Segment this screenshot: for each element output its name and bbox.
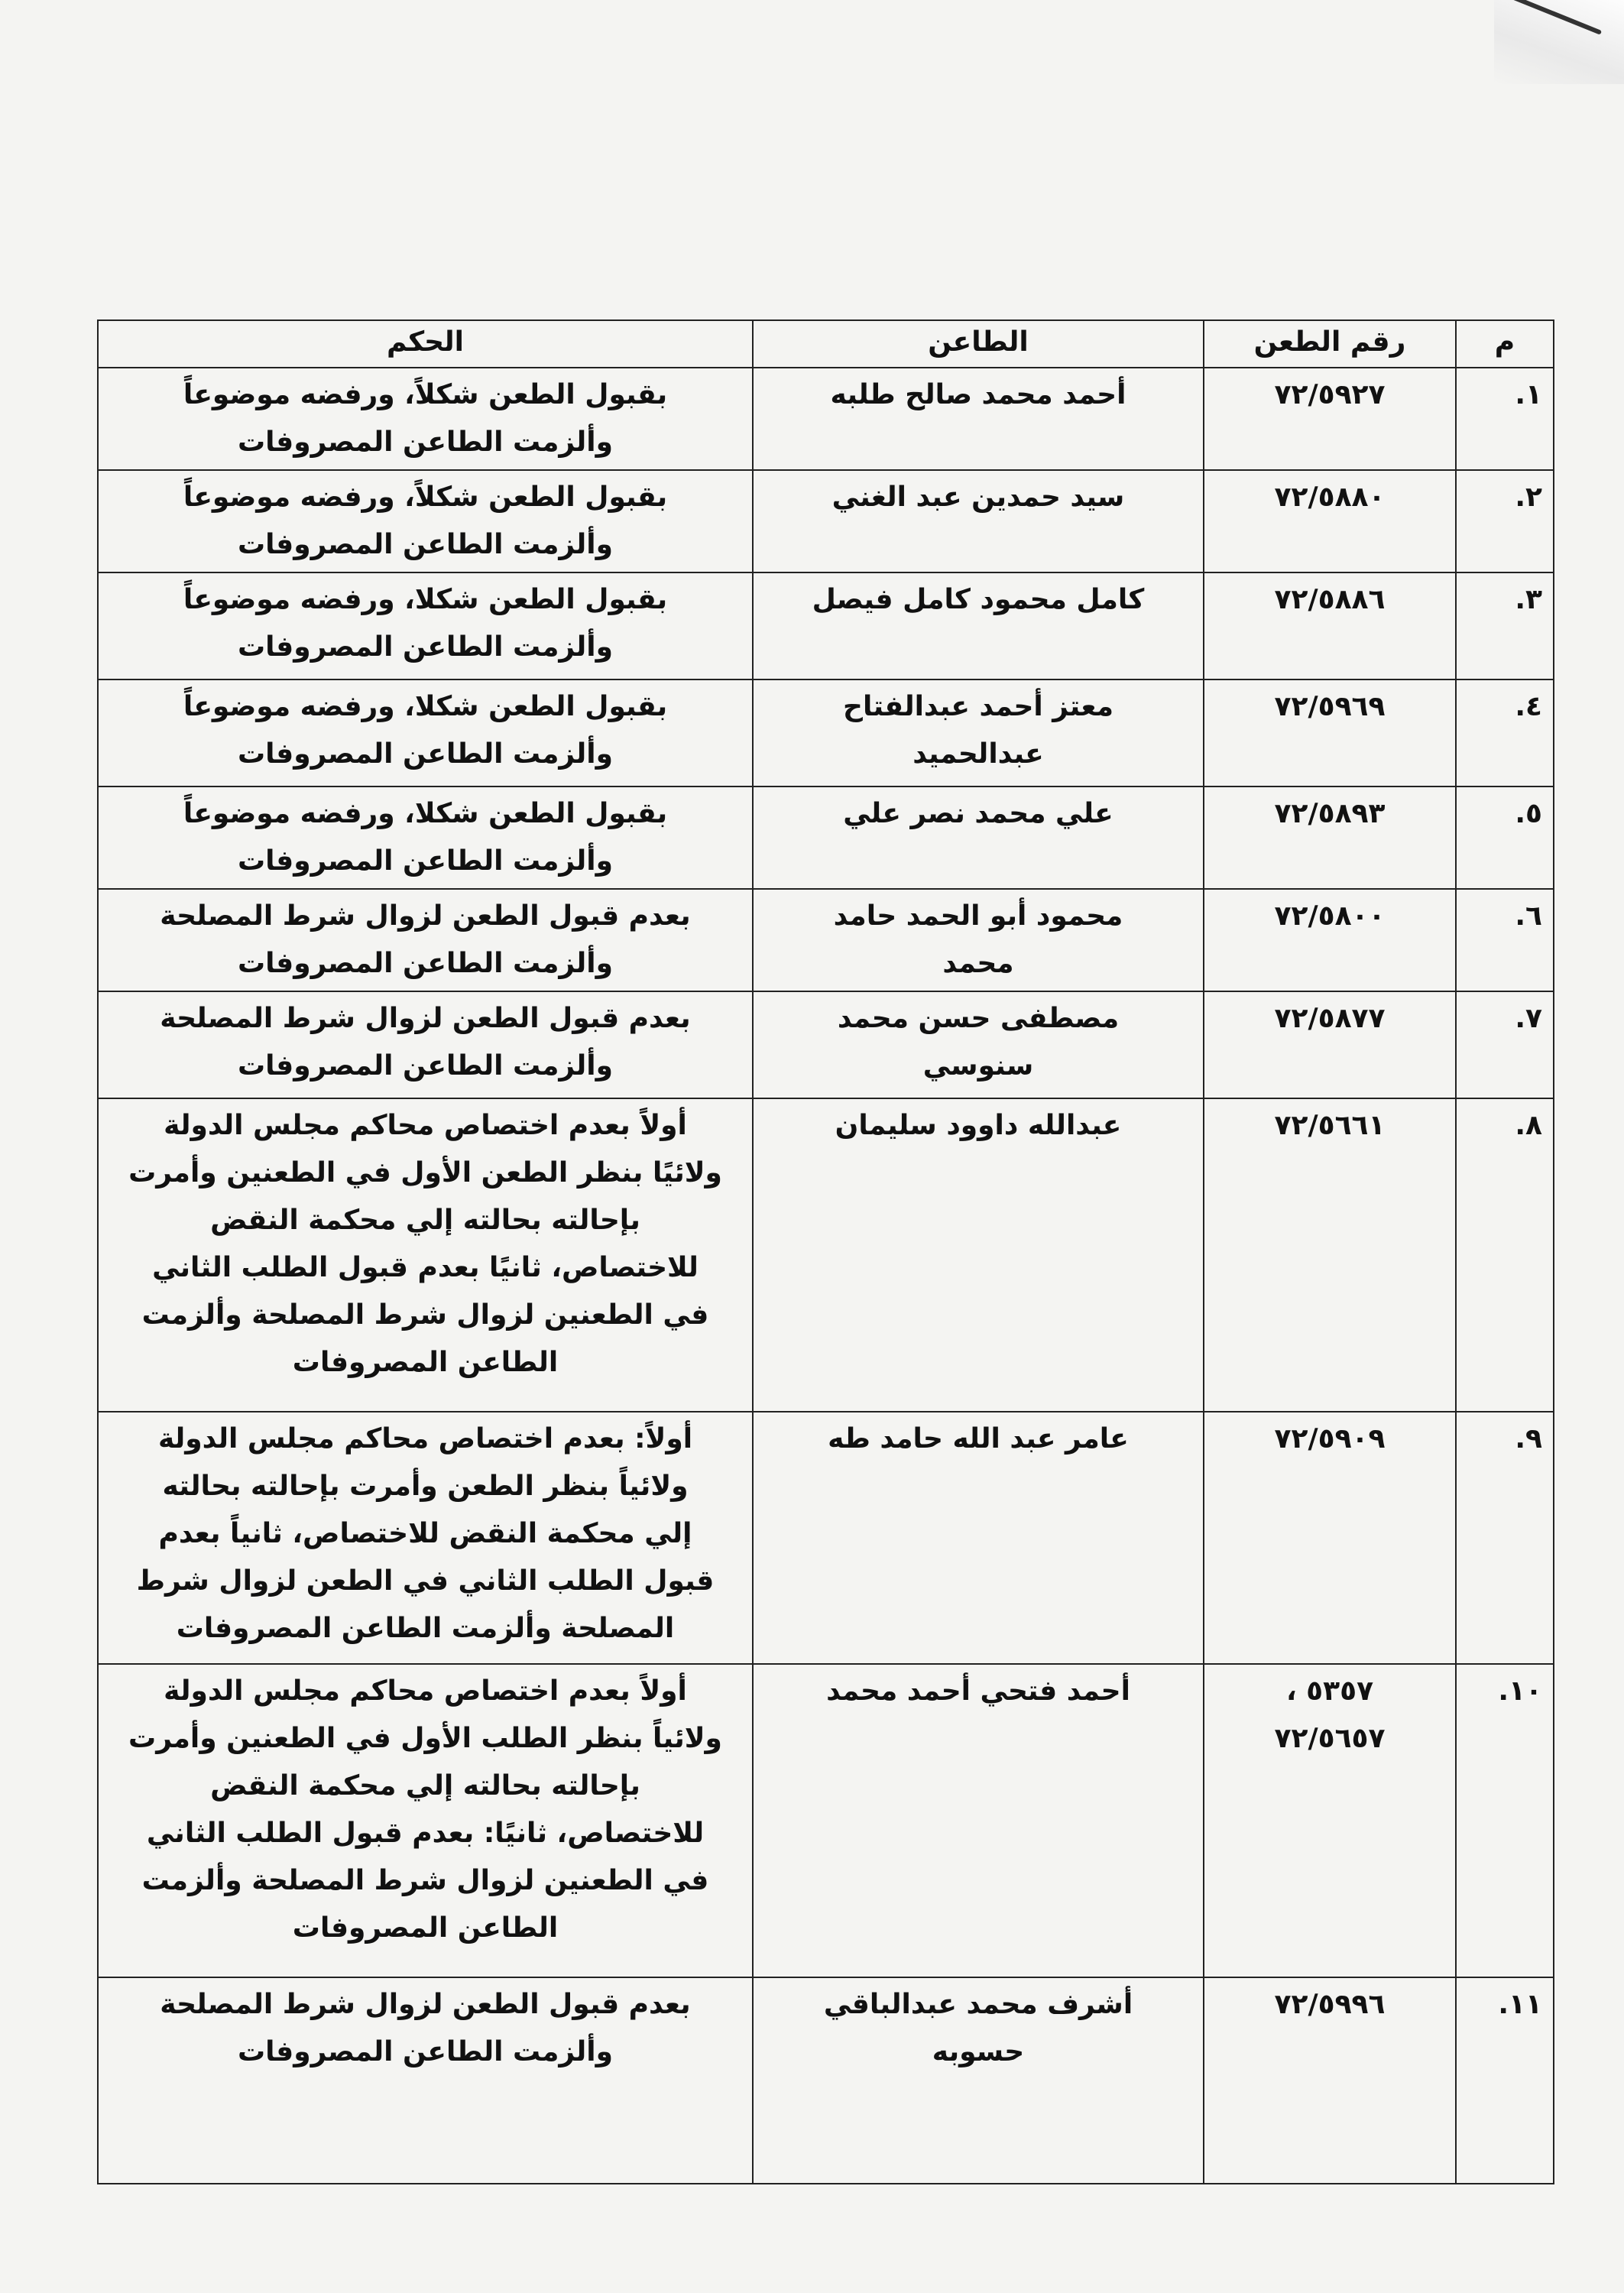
rulings-table — [97, 319, 1554, 2184]
appeal-number — [1204, 368, 1456, 470]
row-index: ١٠. — [1456, 1664, 1554, 1977]
ruling-text-line: ولائيًا بنظر الطعن الأول في الطعنين وأمرت — [128, 1157, 722, 1189]
header-ruling: الحكم — [98, 320, 753, 368]
ruling-text-line: وألزمت الطاعن المصروفات — [237, 426, 614, 458]
appeal-number — [1204, 786, 1456, 889]
ruling-text — [98, 368, 753, 470]
ruling-text — [98, 1098, 753, 1412]
staple-mark — [1494, 0, 1602, 35]
appellant-name-line: أحمد فتحي أحمد محمد — [826, 1675, 1130, 1707]
appeal-number — [1204, 572, 1456, 679]
ruling-text-line: في الطعنين لزوال شرط المصلحة وألزمت — [141, 1865, 709, 1896]
appeal-number-line: ٧٢/٥٩٠٩ — [1274, 1423, 1386, 1455]
appeal-number-line: ٧٢/٥٩٦٩ — [1274, 691, 1386, 722]
ruling-text-line: إلي محكمة النقض للاختصاص، ثانياً بعدم — [158, 1518, 692, 1549]
appeal-number-line: ٧٢/٥٦٦١ — [1274, 1110, 1386, 1141]
ruling-text-line: بعدم قبول الطعن لزوال شرط المصلحة — [160, 1003, 691, 1034]
appeal-number-line: ٧٢/٥٦٥٧ — [1274, 1723, 1386, 1754]
header-index: م — [1456, 320, 1554, 368]
appellant-name — [753, 1412, 1204, 1664]
table-row — [98, 368, 1554, 470]
ruling-text-line: وألزمت الطاعن المصروفات — [237, 1050, 614, 1082]
ruling-text — [98, 1664, 753, 1977]
ruling-text-line: وألزمت الطاعن المصروفات — [237, 948, 614, 979]
row-index: ١١. — [1456, 1977, 1554, 2184]
ruling-text-line: الطاعن المصروفات — [292, 1912, 559, 1944]
appellant-name — [753, 991, 1204, 1098]
ruling-text-line: بعدم قبول الطعن لزوال شرط المصلحة — [160, 900, 691, 932]
appeal-number — [1204, 1977, 1456, 2184]
ruling-text-line: أولاً بعدم اختصاص محاكم مجلس الدولة — [164, 1675, 687, 1707]
appeal-number-line: ٧٢/٥٨٨٠ — [1274, 482, 1386, 513]
appellant-name — [753, 786, 1204, 889]
ruling-text-line: بقبول الطعن شكلا، ورفضه موضوعاً — [183, 584, 668, 615]
ruling-text-line: بقبول الطعن شكلاً، ورفضه موضوعاً — [183, 482, 668, 513]
appellant-name-line: حسوبه — [932, 2036, 1025, 2068]
appeal-number — [1204, 1412, 1456, 1664]
ruling-text-line: للاختصاص، ثانيًا: بعدم قبول الطلب الثاني — [146, 1818, 705, 1849]
appeal-number — [1204, 679, 1456, 786]
appeal-number-line: ٥٣٥٧ ، — [1285, 1675, 1374, 1707]
appeal-number — [1204, 889, 1456, 991]
row-index: ٢. — [1456, 470, 1554, 572]
appeal-number — [1204, 991, 1456, 1098]
appellant-name — [753, 572, 1204, 679]
ruling-text — [98, 1412, 753, 1664]
appellant-name-line: محمد — [942, 948, 1014, 979]
ruling-text-line: بقبول الطعن شكلا، ورفضه موضوعاً — [183, 691, 668, 722]
table-row — [98, 991, 1554, 1098]
appeal-number — [1204, 1098, 1456, 1412]
appellant-name-line: مصطفى حسن محمد — [837, 1003, 1120, 1034]
appellant-name-line: عامر عبد الله حامد طه — [828, 1423, 1129, 1455]
ruling-text-line: وألزمت الطاعن المصروفات — [237, 845, 614, 877]
table-row — [98, 1098, 1554, 1412]
ruling-text — [98, 679, 753, 786]
appellant-name — [753, 470, 1204, 572]
appellant-name-line: علي محمد نصر علي — [843, 798, 1113, 829]
appellant-name — [753, 1977, 1204, 2184]
appellant-name-line: كامل محمود كامل فيصل — [812, 584, 1145, 615]
row-index: ٣. — [1456, 572, 1554, 679]
appeal-number-line: ٧٢/٥٨٩٣ — [1274, 798, 1386, 829]
row-index: ٨. — [1456, 1098, 1554, 1412]
appellant-name-line: أشرف محمد عبدالباقي — [823, 1989, 1133, 2020]
table-row — [98, 679, 1554, 786]
appellant-name — [753, 1098, 1204, 1412]
appellant-name — [753, 889, 1204, 991]
ruling-text — [98, 991, 753, 1098]
appellant-name-line: سنوسي — [922, 1050, 1034, 1082]
page-corner-fold — [1494, 0, 1624, 84]
appeal-number-line: ٧٢/٥٩٢٧ — [1274, 379, 1386, 410]
ruling-text-line: بإحالته بحالته إلي محكمة النقض — [210, 1770, 640, 1802]
appeal-number — [1204, 1664, 1456, 1977]
appeal-number-line: ٧٢/٥٨٠٠ — [1274, 900, 1386, 932]
ruling-text-line: ولائياً بنظر الطلب الأول في الطعنين وأمرت — [128, 1723, 722, 1754]
ruling-text-line: أولاً بعدم اختصاص محاكم مجلس الدولة — [164, 1110, 687, 1141]
ruling-text-line: ولائياً بنظر الطعن وأمرت بإحالته بحالته — [162, 1471, 689, 1502]
header-appeal-number: رقم الطعن — [1204, 320, 1456, 368]
appeal-number-line: ٧٢/٥٩٩٦ — [1274, 1989, 1386, 2020]
ruling-text-line: في الطعنين لزوال شرط المصلحة وألزمت — [141, 1299, 709, 1331]
ruling-text — [98, 572, 753, 679]
ruling-text — [98, 470, 753, 572]
appellant-name-line: سيد حمدين عبد الغني — [831, 482, 1125, 513]
row-index: ٦. — [1456, 889, 1554, 991]
appellant-name-line: معتز أحمد عبدالفتاح — [843, 691, 1113, 722]
appeal-number-line: ٧٢/٥٨٨٦ — [1274, 584, 1386, 615]
ruling-text-line: وألزمت الطاعن المصروفات — [237, 631, 614, 663]
ruling-text-line: بعدم قبول الطعن لزوال شرط المصلحة — [160, 1989, 691, 2020]
ruling-text-line: قبول الطلب الثاني في الطعن لزوال شرط — [136, 1565, 715, 1597]
table-row — [98, 572, 1554, 679]
appellant-name — [753, 679, 1204, 786]
ruling-text-line: بإحالته بحالته إلي محكمة النقض — [210, 1205, 640, 1236]
appellant-name-line: عبدالله داوود سليمان — [835, 1110, 1122, 1141]
ruling-text-line: للاختصاص، ثانيًا بعدم قبول الطلب الثاني — [152, 1252, 699, 1283]
appeal-number-line: ٧٢/٥٨٧٧ — [1274, 1003, 1386, 1034]
table-row — [98, 1664, 1554, 1977]
table-row — [98, 786, 1554, 889]
row-index: ٧. — [1456, 991, 1554, 1098]
ruling-text-line: المصلحة وألزمت الطاعن المصروفات — [176, 1613, 675, 1644]
ruling-text-line: أولاً: بعدم اختصاص محاكم مجلس الدولة — [157, 1423, 693, 1455]
row-index: ٥. — [1456, 786, 1554, 889]
appellant-name-line: محمود أبو الحمد حامد — [833, 900, 1123, 932]
row-index: ١. — [1456, 368, 1554, 470]
appellant-name-line: أحمد محمد صالح طلبه — [830, 379, 1126, 410]
appellant-name-line: عبدالحميد — [912, 738, 1044, 770]
ruling-text-line: وألزمت الطاعن المصروفات — [237, 529, 614, 560]
ruling-text-line: وألزمت الطاعن المصروفات — [237, 2036, 614, 2068]
appellant-name — [753, 1664, 1204, 1977]
ruling-text — [98, 889, 753, 991]
appeal-number — [1204, 470, 1456, 572]
table-header-row — [98, 320, 1554, 368]
ruling-text-line: الطاعن المصروفات — [292, 1347, 559, 1378]
row-index: ٤. — [1456, 679, 1554, 786]
row-index: ٩. — [1456, 1412, 1554, 1664]
ruling-text-line: بقبول الطعن شكلا، ورفضه موضوعاً — [183, 798, 668, 829]
table-row — [98, 889, 1554, 991]
header-appellant: الطاعن — [753, 320, 1204, 368]
table-row — [98, 1412, 1554, 1664]
ruling-text-line: وألزمت الطاعن المصروفات — [237, 738, 614, 770]
ruling-text-line: بقبول الطعن شكلاً، ورفضه موضوعاً — [183, 379, 668, 410]
table-row — [98, 1977, 1554, 2184]
ruling-text — [98, 1977, 753, 2184]
table-row — [98, 470, 1554, 572]
ruling-text — [98, 786, 753, 889]
appellant-name — [753, 368, 1204, 470]
table-body — [98, 368, 1554, 2184]
